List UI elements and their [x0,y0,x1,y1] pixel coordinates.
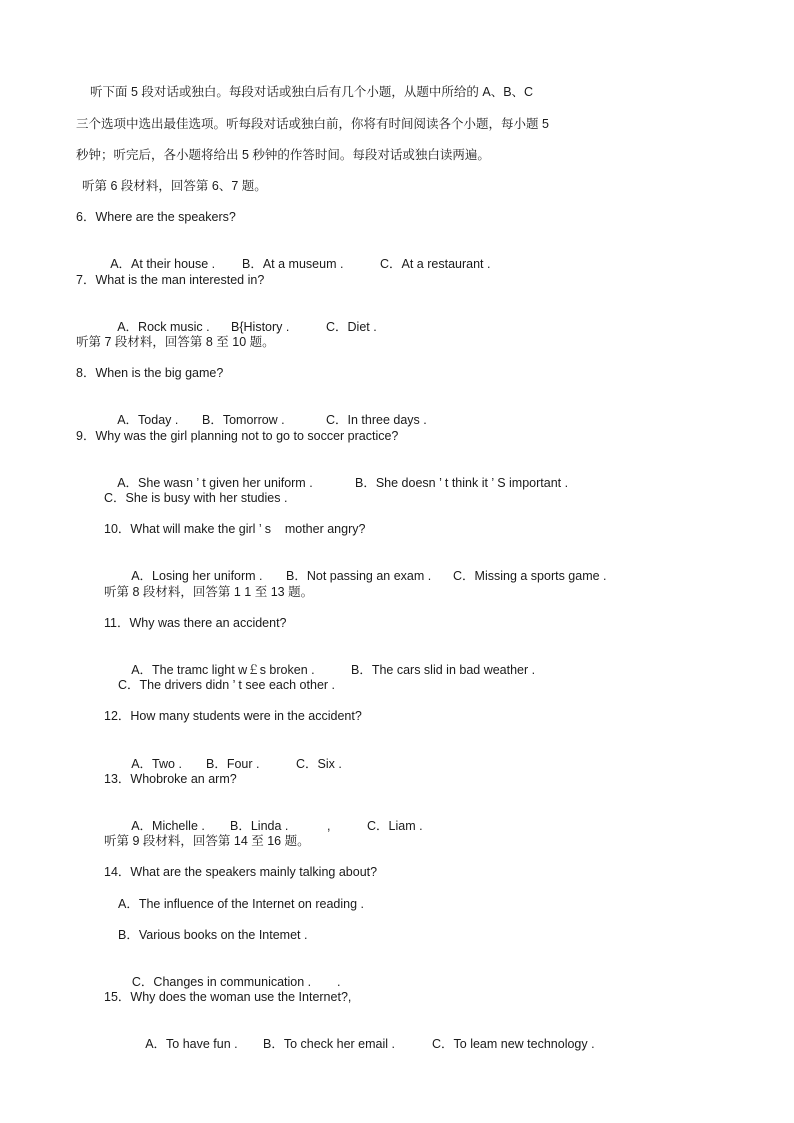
option-b: B．Not passing an exam . [286,569,432,583]
intro-line-2: 三个选项中选出最佳选项。听每段对话或独白前，你将有时间阅读各个小题，每小题 5 [76,117,549,131]
option-a: A．Today . [117,413,179,427]
section-heading-7: 听第 7 段材料，回答第 8 至 10 题。 [76,335,275,349]
option-b: B．At a museum . [242,257,344,271]
option-b: B．Four . [206,757,260,771]
option-a: A．Two . [131,757,182,771]
option-a: A．She wasn ’ t given her uniform . [117,476,313,490]
question-15: 15．Why does the woman use the Internet?, [104,990,352,1004]
stray-mark: , [327,819,331,833]
question-8: 8．When is the big game? [76,366,224,380]
option-a: A．The influence of the Internet on reading . [118,897,364,911]
question-9: 9．Why was the girl planning not to go to soccer practice? [76,429,399,443]
intro-line-1: 听下面 5 段对话或独白。每段对话或独白后有几个小题，从题中所给的 A、B、C [90,85,534,99]
option-b: B．The cars slid in bad weather . [351,663,536,677]
option-b: B．Tomorrow . [202,413,285,427]
option-a: A．To have fun . [145,1037,238,1051]
option-a: A．Rock music . [117,320,210,334]
option-b: B．Linda . [230,819,289,833]
option-c: C．Diet . [326,320,377,334]
option-c: C．The drivers didn ’ t see each other . [118,678,335,692]
question-10: 10．What will make the girl ’ s mother angry? [104,522,366,536]
question-11: 11．Why was there an accident? [104,616,287,630]
option-a: A．Losing her uniform . [131,569,263,583]
options-15 [132,1020,595,1068]
option-c: C．Missing a sports game . [453,569,607,583]
intro-line-3: 秒钟；听完后，各小题将给出 5 秒钟的作答时间。每段对话或独白读两遍。 [76,148,490,162]
option-c: C．Liam . [367,819,423,833]
option-c: C．Changes in communication . [131,975,312,989]
option-a: A．The tramc light w￡s broken . [131,663,315,677]
option-c: C．To leam new technology . [432,1037,595,1051]
question-13: 13．Whobroke an arm? [104,772,237,786]
question-7: 7．What is the man interested in? [76,273,265,287]
option-b: B{History . [231,320,290,334]
option-a: A．At their house . [110,257,216,271]
option-c: C．She is busy with her studies . [104,491,288,505]
option-b: B．She doesn ’ t think it ’ S important . [355,476,569,490]
option-c: C．At a restaurant . [380,257,491,271]
option-c: C．In three days . [326,413,427,427]
stray-mark: . [337,975,341,989]
question-12: 12．How many students were in the accident? [104,709,362,723]
section-heading-6: 听第 6 段材料，回答第 6、7 题。 [82,179,267,193]
question-14: 14．What are the speakers mainly talking about? [104,865,378,879]
section-heading-9: 听第 9 段材料，回答第 14 至 16 题。 [104,834,310,848]
option-a: A．Michelle . [131,819,205,833]
option-b: B．Various books on the Intemet . [118,928,308,942]
question-6: 6．Where are the speakers? [76,210,236,224]
option-b: B．To check her email . [263,1037,395,1051]
option-c: C．Six . [296,757,342,771]
section-heading-8: 听第 8 段材料，回答第 1 1 至 13 题。 [104,585,314,599]
